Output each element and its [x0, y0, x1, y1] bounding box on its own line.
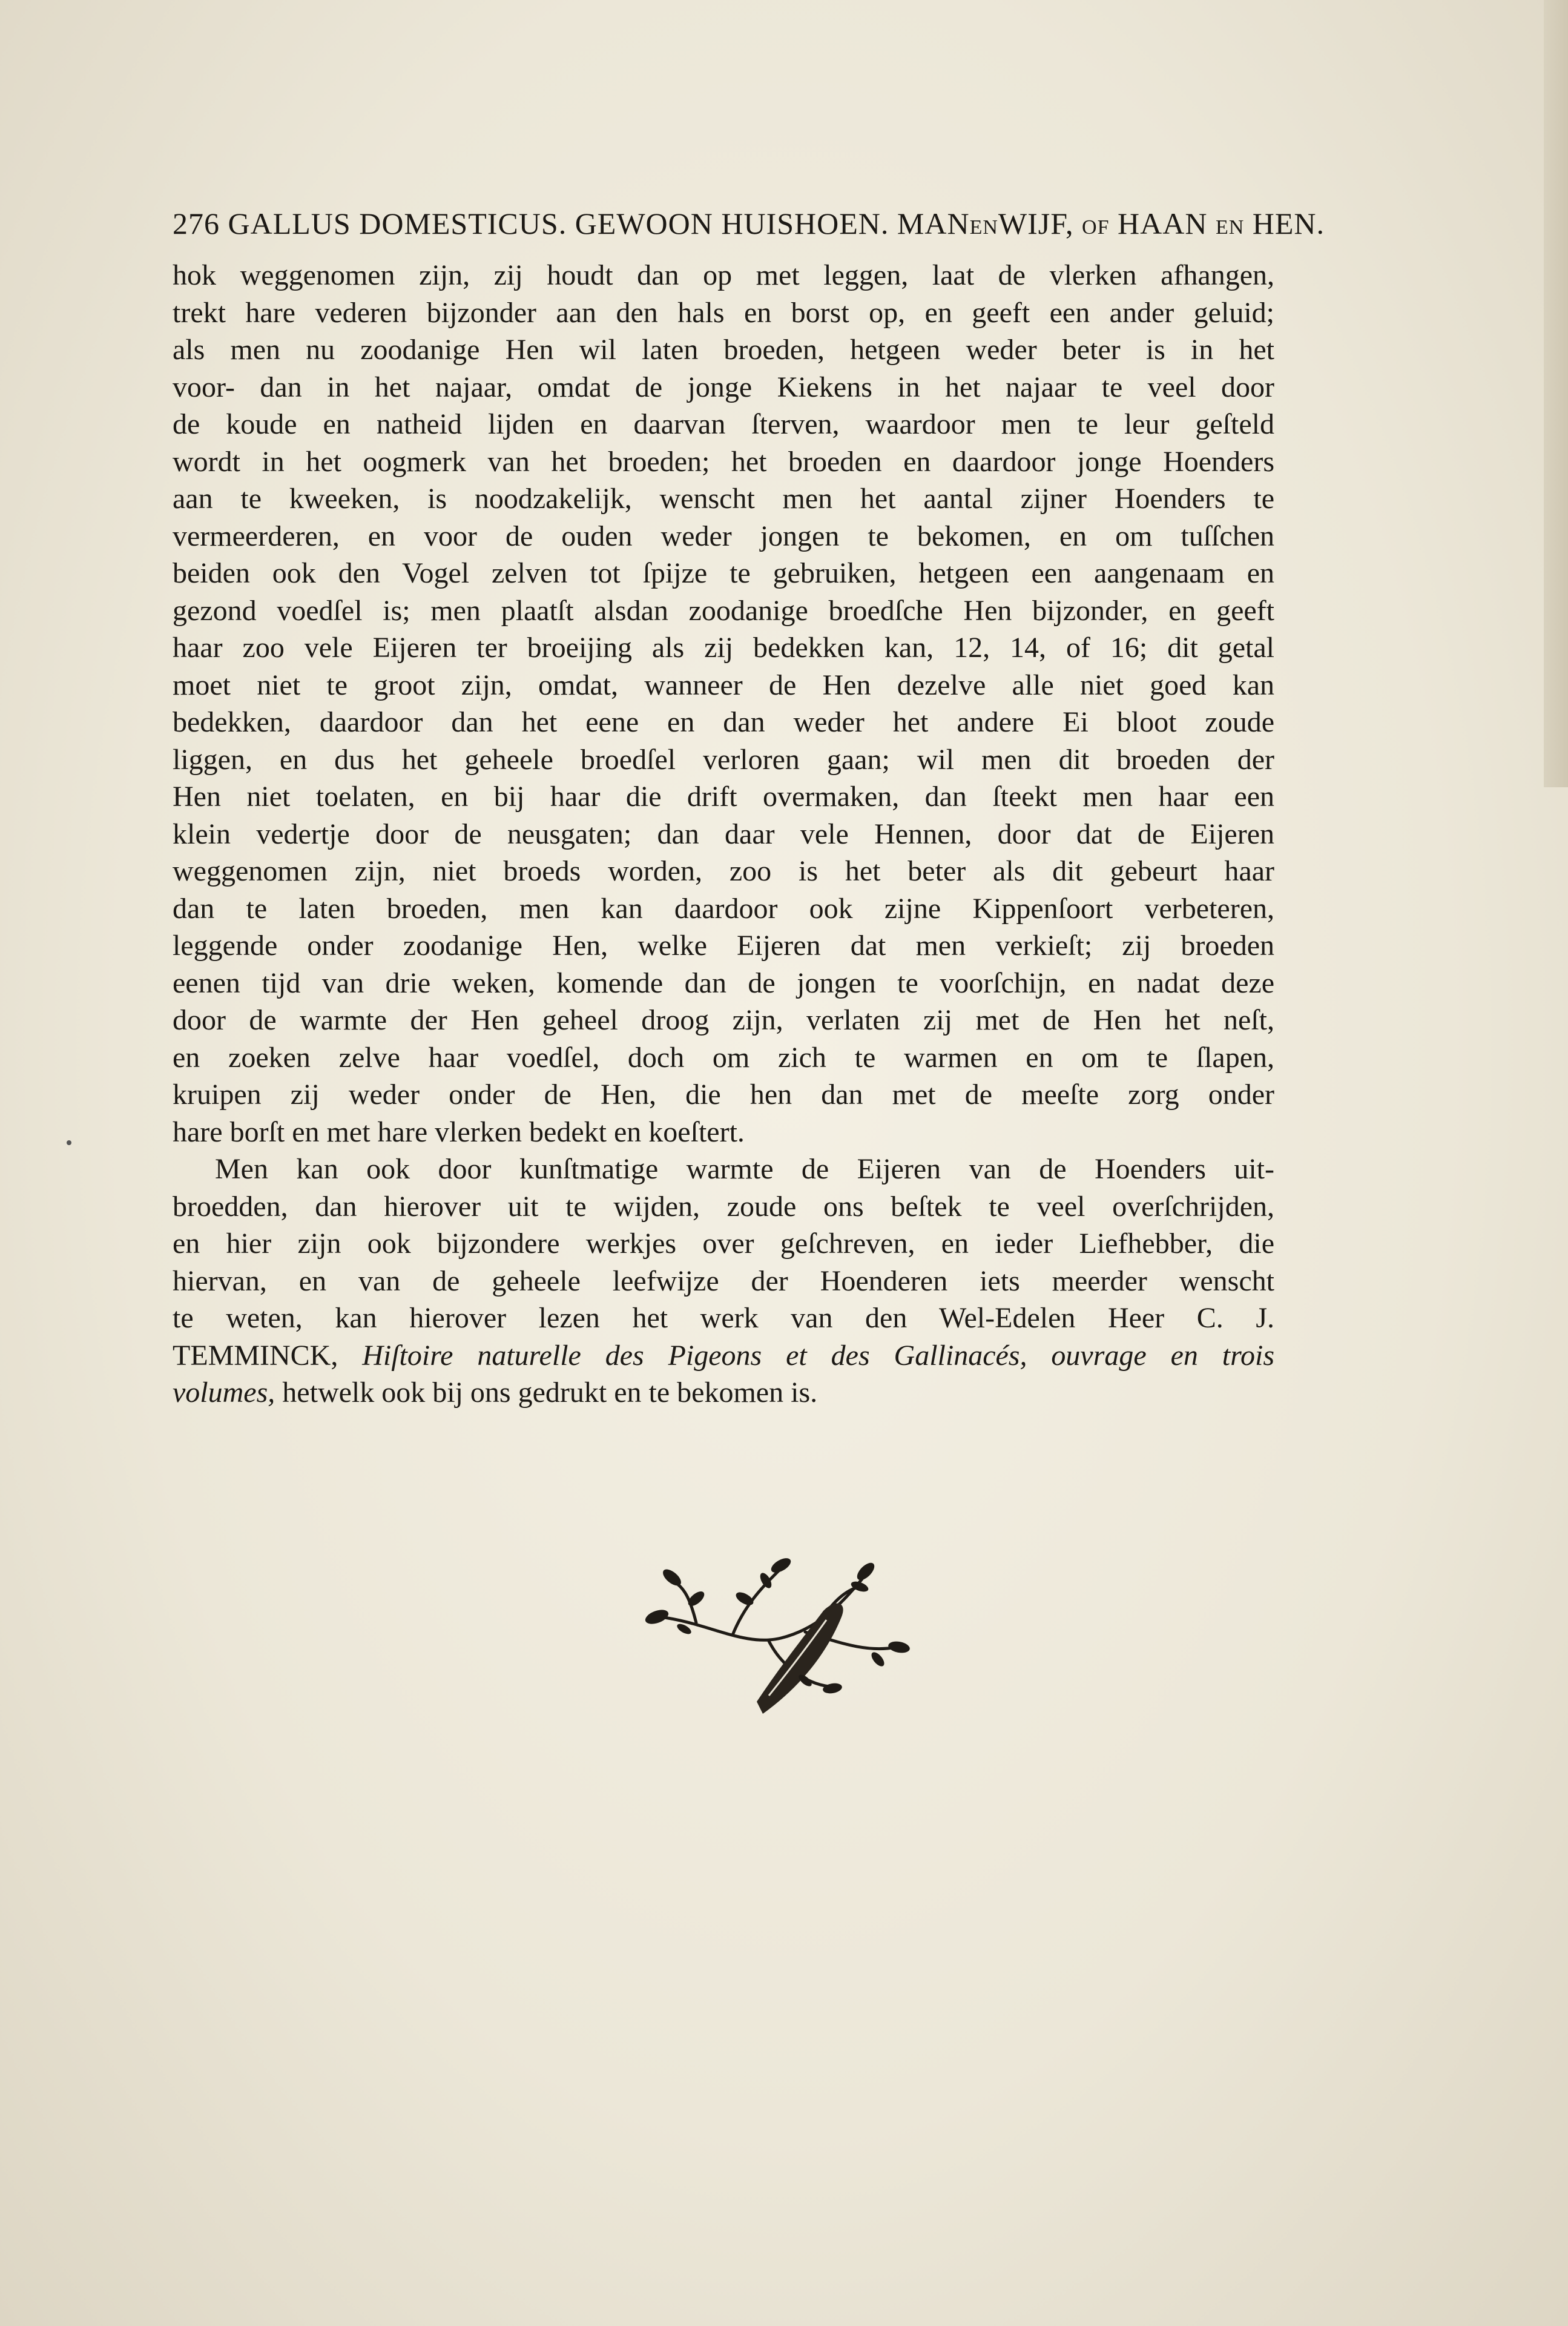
running-head: [173, 206, 1325, 241]
text-line: de koude en natheid lijden en daarvan ſterven, waardoor men te leur geſteld: [173, 408, 1274, 440]
running-title-en: EN: [969, 216, 998, 239]
running-title-en-2: EN: [1215, 216, 1245, 239]
page-edge: [1544, 0, 1568, 787]
text-line: klein vedertje door de neusgaten; dan daar vele Hennen, door dat de Eijeren: [173, 818, 1274, 850]
page-number: 276: [173, 206, 220, 240]
running-title-haan: HAAN: [1118, 206, 1208, 240]
text-line: moet niet te groot zijn, omdat, wanneer de Hen dezelve alle niet goed kan: [173, 669, 1274, 701]
text-line: kruipen zij weder onder de Hen, die hen dan met de meeſte zorg onder: [173, 1079, 1274, 1111]
text-line: leggende onder zoodanige Hen, welke Eijeren dat men verkieſt; zij broeden: [173, 930, 1274, 962]
text-line: Men kan ook door kunſtmatige warmte de Eijeren van de Hoenders uit-: [215, 1153, 1274, 1185]
citation-volumes: volumes,: [173, 1376, 275, 1409]
text-line: wordt in het oogmerk van het broeden; het broeden en daardoor jonge Hoenders: [173, 445, 1274, 478]
text-line: Hen niet toelaten, en bij haar die drift overmaken, dan ſteekt men haar een: [173, 781, 1274, 813]
text-line: weggenomen zijn, niet broeds worden, zoo is het beter als dit gebeurt haar: [173, 855, 1274, 887]
paragraph-1: [173, 257, 1274, 1151]
text-block: [173, 206, 1325, 1412]
citation-closing-line: [173, 1374, 1274, 1412]
text-line: gezond voedſel is; men plaatſt alsdan zoodanige broedſche Hen bijzonder, en geeft: [173, 594, 1274, 627]
citation-line: [173, 1337, 1274, 1375]
text-line: hok weggenomen zijn, zij houdt dan op met leggen, laat de vlerken afhangen,: [173, 259, 1274, 291]
text-line: hare borſt en met hare vlerken bedekt en koeſtert.: [173, 1115, 745, 1148]
text-line: liggen, en dus het geheele broedſel verloren gaan; wil men dit broeden der: [173, 743, 1274, 776]
text-line: trekt hare vederen bijzonder aan den hals en borst op, en geeft een ander geluid;: [173, 296, 1274, 329]
text-line: door de warmte der Hen geheel droog zijn, verlaten zij met de Hen het neſt,: [173, 1004, 1274, 1036]
text-line: bedekken, daardoor dan het eene en dan weder het andere Ei bloot zoude: [173, 706, 1274, 738]
text-line: dan te laten broeden, men kan daardoor ook zijne Kippenſoort verbeteren,: [173, 892, 1274, 925]
ink-speck: [67, 1140, 71, 1145]
text-line: voor- dan in het najaar, omdat de jonge Kiekens in het najaar te veel door: [173, 371, 1274, 403]
citation-title-2: ouvrage en trois: [1051, 1339, 1275, 1372]
text-line: als men nu zoodanige Hen wil laten broeden, hetgeen weder beter is in het: [173, 334, 1274, 366]
running-title: GALLUS DOMESTICUS. GEWOON HUISHOEN. MAN: [228, 206, 970, 240]
citation-author: TEMMINCK,: [173, 1339, 338, 1372]
running-title-of: OF: [1082, 216, 1110, 239]
citation-title-1: Hiſtoire naturelle des Pigeons et des Gallinacés,: [362, 1339, 1027, 1372]
text-line: en hier zijn ook bijzondere werkjes over geſchreven, en ieder Liefhebber, die: [173, 1227, 1274, 1260]
text-line: en zoeken zelve haar voedſel, doch om zich te warmen en om te ſlapen,: [173, 1041, 1274, 1074]
text-line: broedden, dan hierover uit te wijden, zoude ons beſtek te veel overſchrijden,: [173, 1190, 1274, 1223]
text-line: eenen tijd van drie weken, komende dan de jongen te voorſchijn, en nadat deze: [173, 966, 1274, 999]
running-title-wijf: WIJF,: [998, 206, 1074, 240]
text-line: hiervan, en van de geheele leefwijze der Hoenderen iets meerder wenscht: [173, 1264, 1274, 1297]
paragraph-2: [173, 1151, 1274, 1337]
running-title-hen: HEN.: [1252, 206, 1325, 240]
text-line: beiden ook den Vogel zelven tot ſpijze te gebruiken, hetgeen een aangenaam en: [173, 557, 1274, 589]
text-line: vermeerderen, en voor de ouden weder jongen te bekomen, en om tuſſchen: [173, 520, 1274, 552]
citation-closing: hetwelk ook bij ons gedrukt en te bekomen is.: [282, 1376, 818, 1409]
text-line: te weten, kan hierover lezen het werk van den Wel-Edelen Heer C. J.: [173, 1302, 1274, 1334]
text-line: aan te kweeken, is noodzakelijk, wenscht men het aantal zijner Hoenders te: [173, 483, 1274, 515]
branch-ornament-icon: [624, 1532, 920, 1732]
text-line: haar zoo vele Eijeren ter broeijing als zij bedekken kan, 12, 14, of 16; dit getal: [173, 632, 1274, 664]
